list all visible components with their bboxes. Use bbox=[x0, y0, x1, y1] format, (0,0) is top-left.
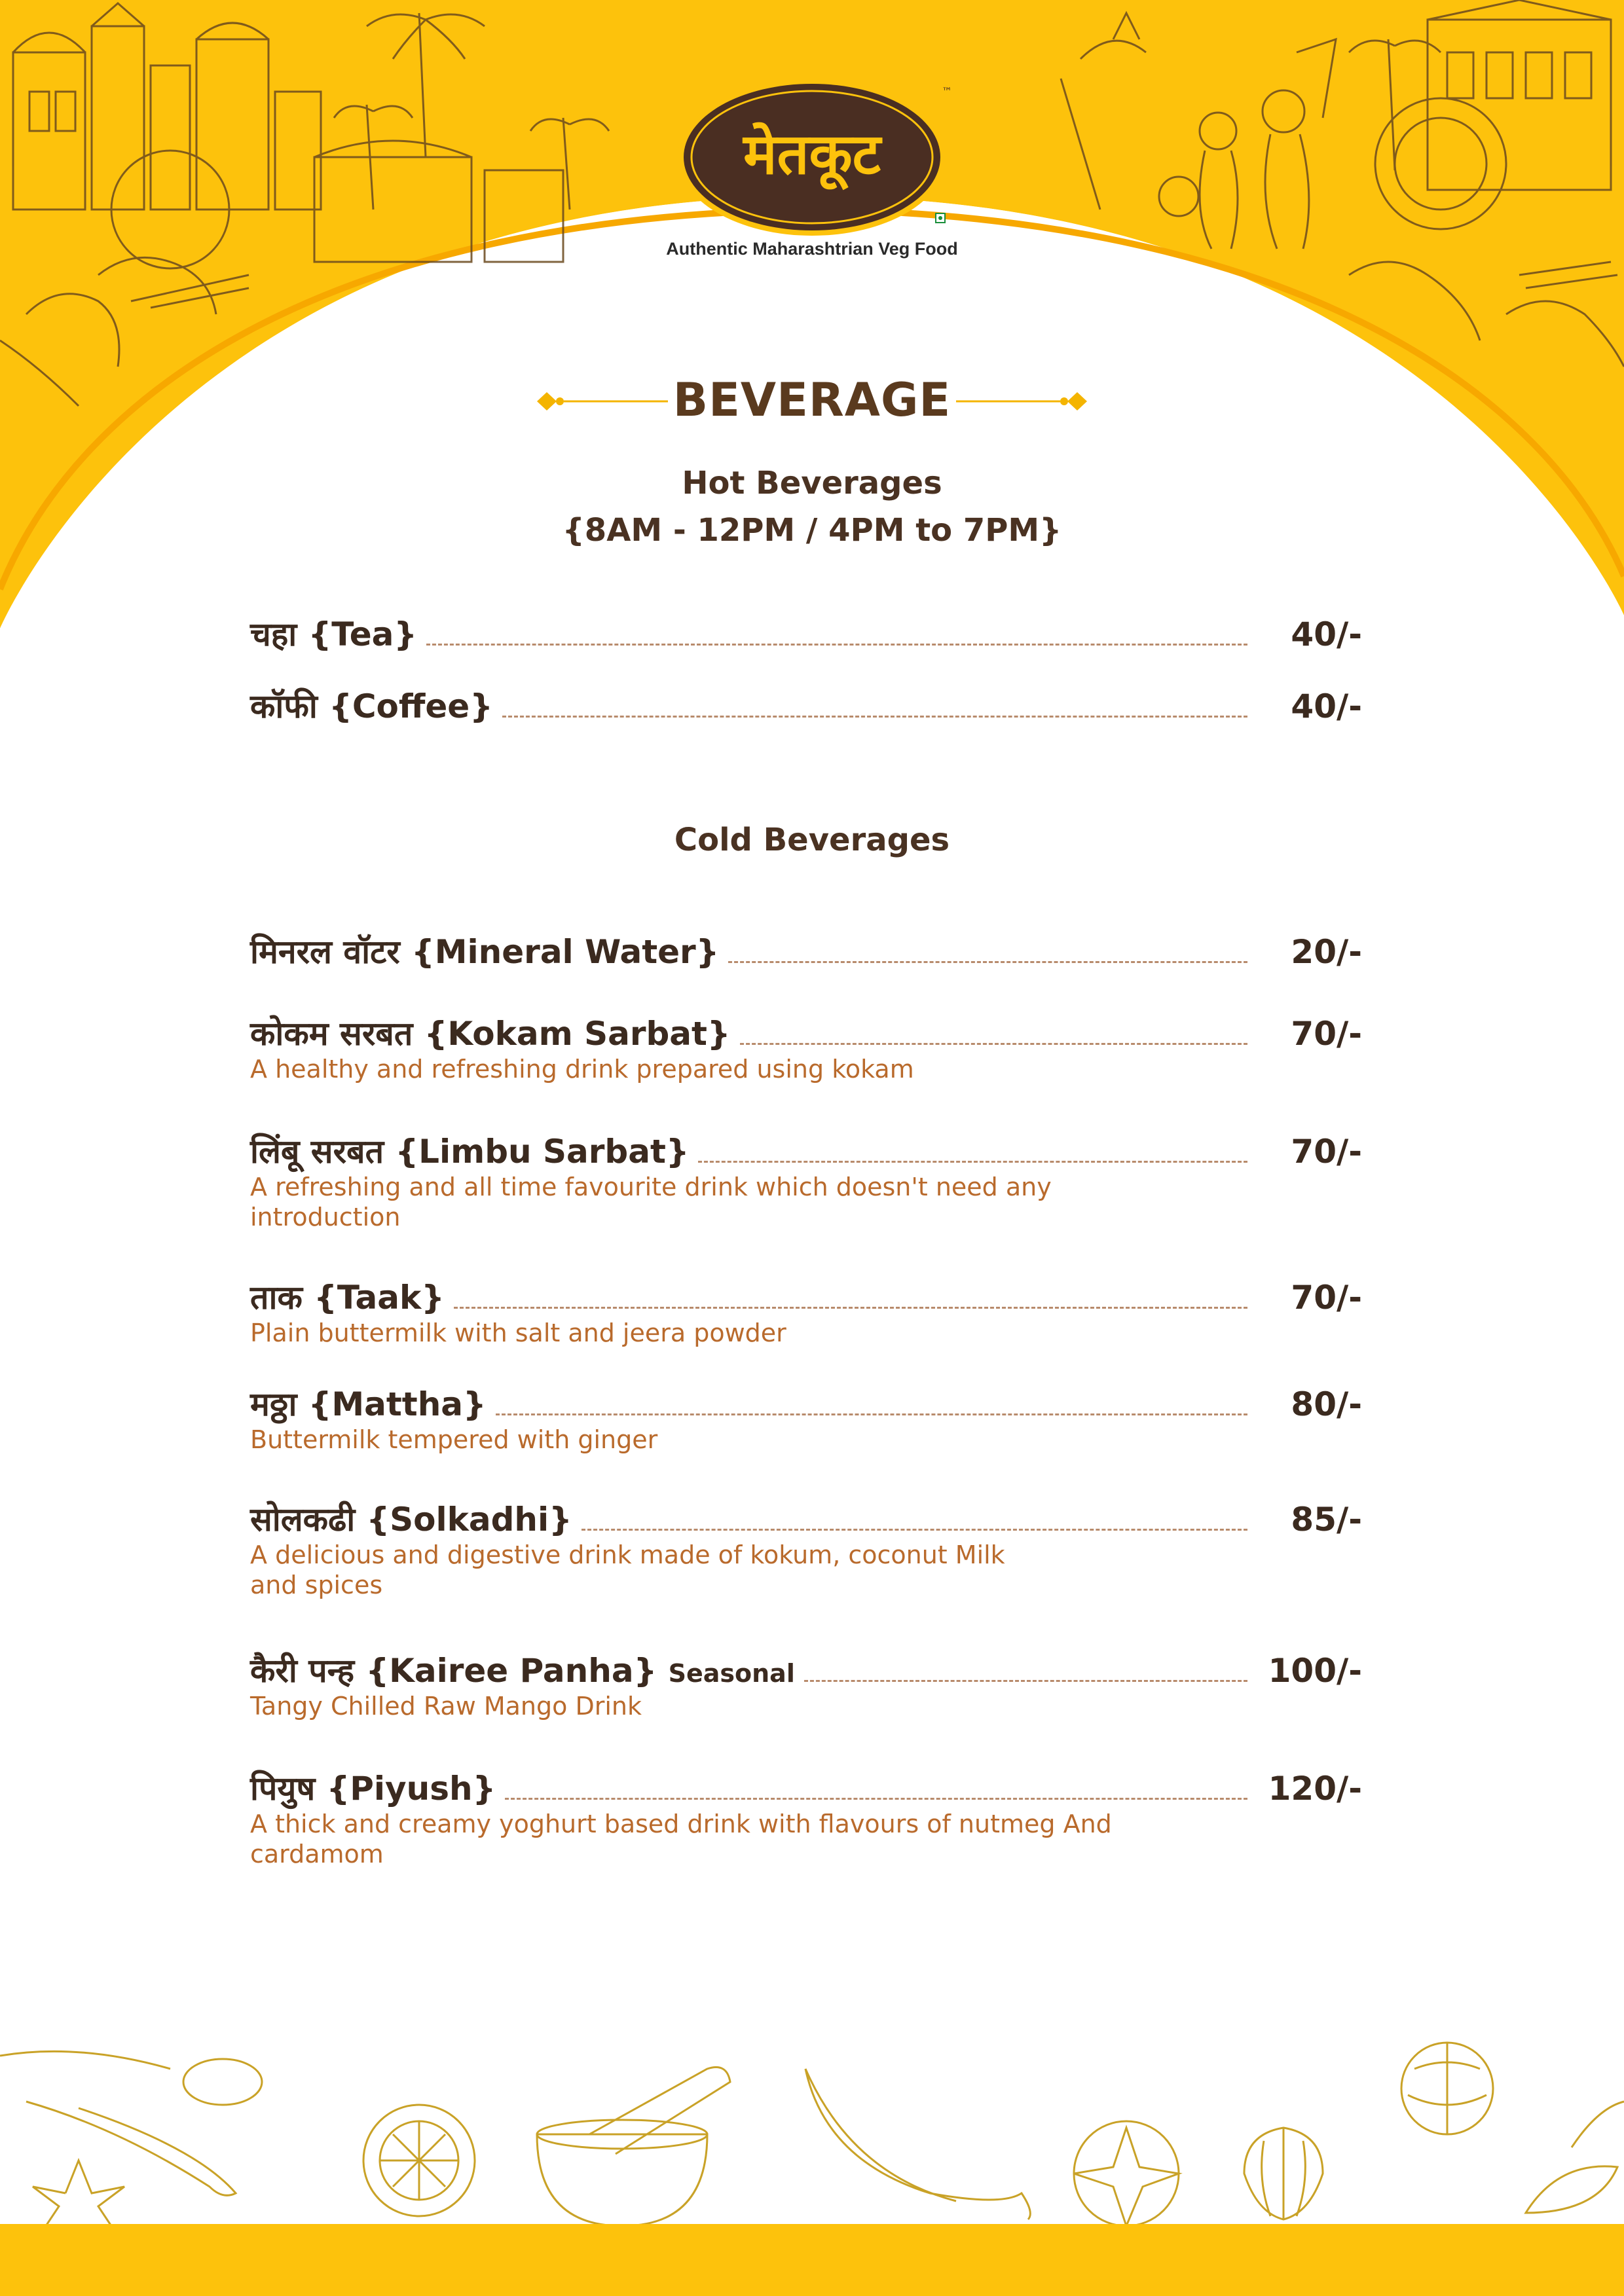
item-name: मिनरल वॉटर {Mineral Water} bbox=[250, 933, 720, 971]
dotted-leader bbox=[698, 1161, 1247, 1163]
dotted-leader bbox=[426, 644, 1247, 646]
hot-beverages-heading: Hot Beverages bbox=[682, 465, 942, 501]
item-price: 40/- bbox=[1291, 687, 1362, 725]
item-price: 80/- bbox=[1291, 1385, 1362, 1423]
item-name: कोकम सरबत {Kokam Sarbat} bbox=[250, 1015, 731, 1053]
menu-item bbox=[250, 1379, 1362, 1455]
menu-item bbox=[250, 1494, 1362, 1600]
item-price: 85/- bbox=[1291, 1501, 1362, 1539]
dotted-leader bbox=[496, 1413, 1247, 1415]
bottom-yellow-band bbox=[0, 2224, 1624, 2296]
item-name bbox=[250, 1652, 795, 1690]
item-description: A thick and creamy yoghurt based drink with flavours of nutmeg And cardamom bbox=[250, 1810, 1112, 1868]
item-description: A healthy and refreshing drink prepared using kokam bbox=[250, 1055, 914, 1084]
item-price: 120/- bbox=[1268, 1770, 1362, 1808]
item-description: A delicious and digestive drink made of kokum, coconut Milk and spices bbox=[250, 1540, 1005, 1599]
item-name: मठ्ठा {Mattha} bbox=[250, 1385, 487, 1423]
item-price: 20/- bbox=[1291, 933, 1362, 971]
item-description: Tangy Chilled Raw Mango Drink bbox=[250, 1692, 642, 1721]
hot-beverages-timing: {8AM - 12PM / 4PM to 7PM} bbox=[562, 512, 1062, 549]
menu-item bbox=[250, 1272, 1362, 1348]
dotted-leader bbox=[581, 1529, 1247, 1531]
dotted-leader bbox=[502, 716, 1247, 718]
dotted-leader bbox=[454, 1307, 1247, 1309]
item-name: कॉफी {Coffee} bbox=[250, 687, 493, 725]
dotted-leader bbox=[505, 1798, 1247, 1800]
brand-tagline: Authentic Maharashtrian Veg Food bbox=[666, 239, 958, 259]
item-name: चहा {Tea} bbox=[250, 615, 417, 653]
brand-logo-text: मेतकूट bbox=[743, 122, 881, 187]
item-name: पियुष {Piyush} bbox=[250, 1770, 496, 1808]
menu-item bbox=[250, 1126, 1362, 1232]
seasonal-tag: Seasonal bbox=[668, 1659, 795, 1688]
menu-item bbox=[250, 1008, 1362, 1084]
item-name: लिंबू सरबत {Limbu Sarbat} bbox=[250, 1133, 690, 1171]
dotted-leader bbox=[740, 1043, 1247, 1045]
item-description: Plain buttermilk with salt and jeera powder bbox=[250, 1319, 786, 1347]
section-title: BEVERAGE bbox=[673, 373, 951, 427]
veg-symbol bbox=[935, 213, 946, 223]
item-price: 40/- bbox=[1291, 615, 1362, 653]
brand-logo bbox=[674, 75, 950, 239]
menu-item bbox=[250, 926, 1362, 972]
menu-item bbox=[250, 681, 1362, 727]
item-description: Buttermilk tempered with ginger bbox=[250, 1425, 658, 1454]
dotted-leader bbox=[728, 961, 1247, 963]
item-name-text: कैरी पन्ह {Kairee Panha} bbox=[250, 1652, 657, 1690]
item-price: 70/- bbox=[1291, 1015, 1362, 1053]
item-price: 70/- bbox=[1291, 1133, 1362, 1171]
dotted-leader bbox=[804, 1680, 1247, 1682]
menu-item bbox=[250, 1645, 1362, 1721]
menu-item bbox=[250, 609, 1362, 655]
menu-item bbox=[250, 1763, 1362, 1869]
item-description: A refreshing and all time favourite drink which doesn't need any introduction bbox=[250, 1173, 1052, 1231]
item-name: सोलकढी {Solkadhi} bbox=[250, 1501, 572, 1539]
item-price: 100/- bbox=[1268, 1652, 1362, 1690]
item-price: 70/- bbox=[1291, 1279, 1362, 1317]
svg-text:™: ™ bbox=[942, 85, 952, 98]
bottom-food-sketch-art bbox=[0, 2030, 1624, 2226]
item-name: ताक {Taak} bbox=[250, 1279, 445, 1317]
cold-beverages-heading: Cold Beverages bbox=[674, 822, 950, 858]
right-ornament bbox=[953, 382, 1090, 421]
